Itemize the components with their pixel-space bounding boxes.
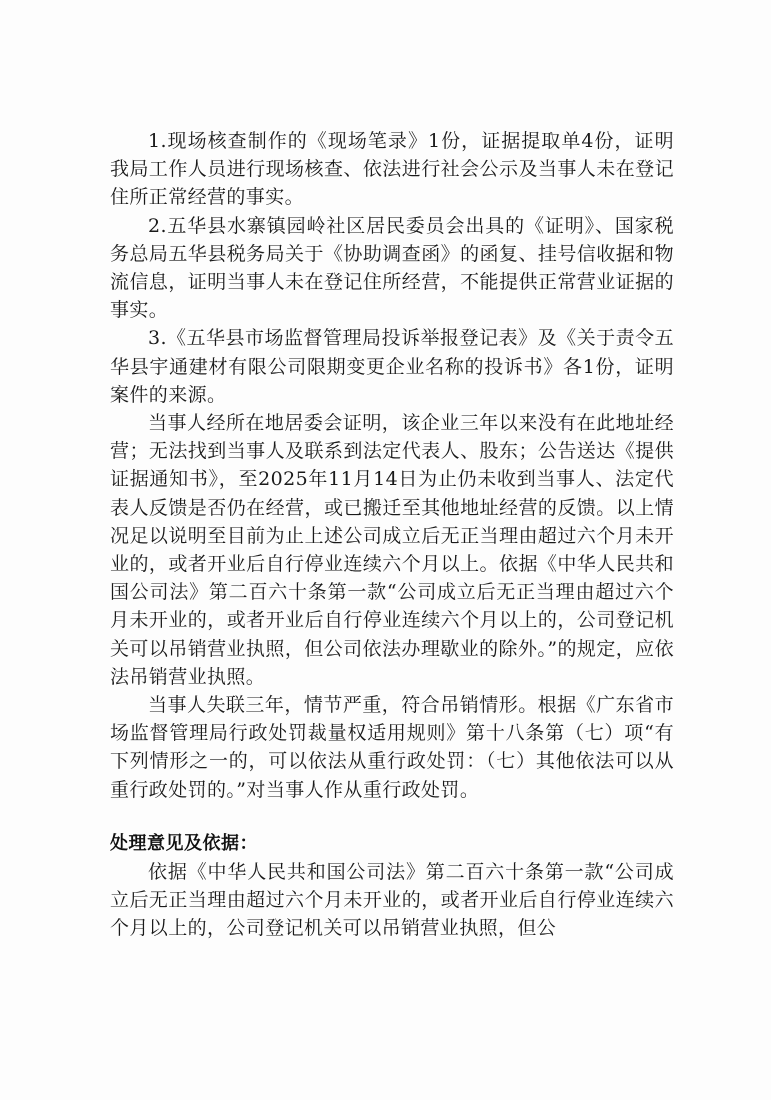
document-body bbox=[110, 127, 674, 942]
section-heading: 处理意见及依据： bbox=[110, 832, 258, 854]
evidence-item-3: 3.《五华县市场监督管理局投诉举报登记表》及《关于责令五华县宇通建材有限公司限期变更企业名称的投诉书》各1份，证明案件的来源。 bbox=[110, 327, 674, 406]
evidence-item-1: 1.现场核查制作的《现场笔录》1份，证据提取单4份，证明我局工作人员进行现场核查、依法进行社会公示及当事人未在登记住所正常经营的事实。 bbox=[110, 130, 674, 209]
evidence-item-2: 2.五华县水寨镇园岭社区居民委员会出具的《证明》、国家税务总局五华县税务局关于《协助调查函》的函复、挂号信收据和物流信息，证明当事人未在登记住所经营，不能提供正常营业证据的事实。 bbox=[110, 214, 674, 322]
case-analysis-paragraph: 当事人经所在地居委会证明，该企业三年以来没有在此地址经营；无法找到当事人及联系到法定代表人、股东；公告送达《提供证据通知书》，至2025年11月14日为止仍未收到当事人、法定代表人反馈是否仍在经营，或已搬迁至其他地址经营的反馈。以上情况足以说明至目前为止上述公司成立后无正当理由超过六个月未开业的，或者开业后自行停业连续六个月以上。依据《中华人民共和国公司法》第二百六十条第一款“公司成立后无正当理由超过六个月未开业的，或者开业后自行停业连续六个月以上的，公司登记机关可以吊销营业执照，但公司依法办理歇业的除外。”的规定，应依法吊销营业执照。 bbox=[110, 412, 674, 688]
decision-paragraph: 依据《中华人民共和国公司法》第二百六十条第一款“公司成立后无正当理由超过六个月未开业的，或者开业后自行停业连续六个月以上的，公司登记机关可以吊销营业执照，但公 bbox=[110, 860, 674, 940]
penalty-basis-paragraph: 当事人失联三年，情节严重，符合吊销情形。根据《广东省市场监督管理局行政处罚裁量权适用规则》第十八条第（七）项“有下列情形之一的，可以依法从重行政处罚：（七）其他依法可以从重行政处罚的。”对当事人作从重行政处罚。 bbox=[110, 694, 674, 801]
